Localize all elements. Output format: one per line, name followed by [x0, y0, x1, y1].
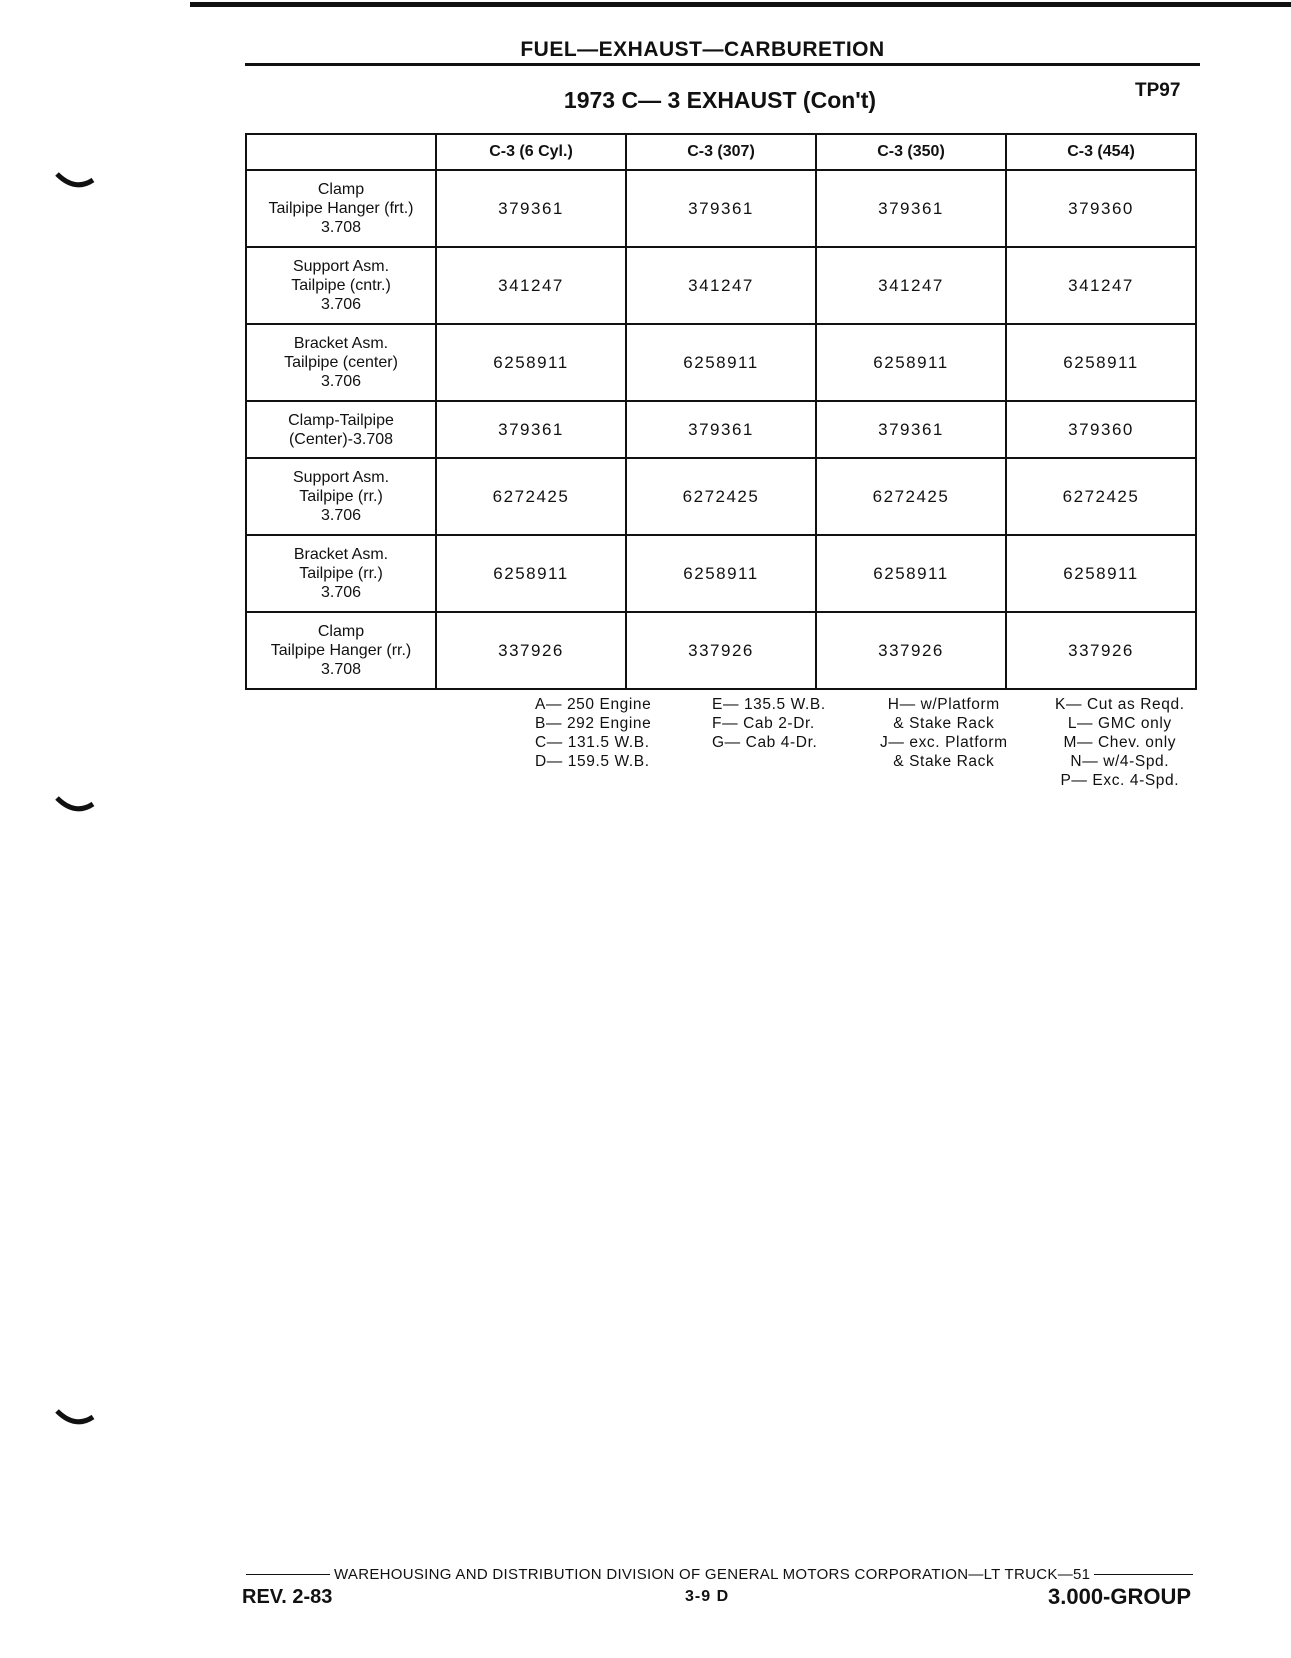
part-number-cell: 6272425 [1006, 458, 1196, 535]
part-number-cell: 341247 [626, 247, 816, 324]
description-line: Tailpipe (center) [284, 354, 398, 371]
description-line: 3.708 [320, 219, 362, 236]
part-number-cell: 6272425 [436, 458, 626, 535]
legend-entry: N— w/4-Spd. [1070, 753, 1170, 770]
footer-revision: REV. 2-83 [242, 1586, 333, 1608]
table-row [246, 247, 1196, 324]
header-description-cell [246, 134, 436, 170]
legend-entry: F— Cab 2-Dr. [712, 715, 815, 732]
legend-column-3 [880, 695, 1008, 771]
exhaust-parts-table [245, 133, 1197, 690]
footer-group: 3.000-GROUP [1048, 1584, 1192, 1609]
part-number-cell: 6258911 [1006, 324, 1196, 401]
footer-publisher-text: WAREHOUSING AND DISTRIBUTION DIVISION OF GENERAL MOTORS CORPORATION—LT TRUCK—51 [334, 1566, 1091, 1583]
description-line: Support Asm. [292, 469, 390, 486]
section-rule [245, 63, 1200, 66]
description-line: Tailpipe Hanger (rr.) [270, 642, 412, 659]
description-line: Tailpipe (cntr.) [291, 277, 391, 294]
legend-entry: J— exc. Platform [880, 734, 1008, 751]
column-header: C-3 (454) [1006, 134, 1196, 170]
part-number-cell: 341247 [1006, 247, 1196, 324]
legend-entry: K— Cut as Reqd. [1055, 696, 1185, 713]
part-number-cell: 6272425 [626, 458, 816, 535]
legend-column-1 [535, 695, 651, 771]
description-line: Clamp-Tailpipe [288, 411, 394, 429]
part-description [246, 535, 436, 612]
part-number-cell: 337926 [1006, 612, 1196, 689]
table-row [246, 170, 1196, 247]
column-header: C-3 (6 Cyl.) [436, 134, 626, 170]
part-number-cell: 6258911 [816, 324, 1006, 401]
binder-hole-mark-bottom [55, 1409, 95, 1427]
legend-entry: D— 159.5 W.B. [535, 753, 650, 770]
legend-entry: & Stake Rack [893, 715, 995, 732]
table-row [246, 535, 1196, 612]
description-line: Tailpipe Hanger (frt.) [268, 200, 414, 217]
part-description [246, 247, 436, 324]
description-line: 3.708 [320, 661, 362, 678]
part-number-cell: 6258911 [816, 535, 1006, 612]
part-description [246, 401, 436, 458]
section-title: FUEL—EXHAUST—CARBURETION [520, 38, 885, 61]
top-border-rule [190, 2, 1291, 7]
description-line: Tailpipe (rr.) [299, 488, 383, 505]
table-title: 1973 C— 3 EXHAUST (Con't) [563, 87, 877, 113]
legend-entry: G— Cab 4-Dr. [712, 734, 818, 751]
column-header: C-3 (307) [626, 134, 816, 170]
legend-entry: P— Exc. 4-Spd. [1060, 772, 1180, 789]
binder-hole-mark-top [55, 172, 95, 190]
part-number-cell: 337926 [626, 612, 816, 689]
page-code: TP97 [1135, 80, 1181, 101]
table-row [246, 458, 1196, 535]
description-line: Bracket Asm. [293, 335, 389, 352]
description-line: 3.706 [320, 373, 362, 390]
footer-page-number: 3-9 D [685, 1588, 730, 1605]
description-line: Support Asm. [292, 258, 390, 275]
binder-hole-mark-middle [55, 796, 95, 814]
legend-entry: L— GMC only [1067, 715, 1172, 732]
legend-column-4 [1055, 695, 1185, 790]
table-header-row [246, 134, 1196, 170]
legend-entry: E— 135.5 W.B. [712, 696, 826, 713]
legend-entry: B— 292 Engine [535, 715, 652, 732]
part-description [246, 324, 436, 401]
footer-publisher-line [242, 1566, 1197, 1583]
part-number-cell: 341247 [816, 247, 1006, 324]
legend-entry: C— 131.5 W.B. [535, 734, 650, 751]
legend-entry: H— w/Platform [887, 696, 1000, 713]
description-line: Bracket Asm. [293, 546, 389, 563]
part-description [246, 458, 436, 535]
part-number-cell: 6258911 [626, 535, 816, 612]
description-line: Tailpipe (rr.) [299, 565, 383, 582]
footer-dash-left [246, 1574, 330, 1575]
part-number-cell: 379361 [436, 401, 626, 458]
part-description [246, 170, 436, 247]
table-row [246, 324, 1196, 401]
footer-dash-right [1094, 1574, 1193, 1575]
part-number-cell: 379361 [626, 170, 816, 247]
part-number-cell: 6258911 [436, 324, 626, 401]
table-row [246, 612, 1196, 689]
part-number-cell: 341247 [436, 247, 626, 324]
part-number-cell: 379360 [1006, 401, 1196, 458]
description-line: (Center)-3.708 [288, 430, 394, 448]
part-number-cell: 6272425 [816, 458, 1006, 535]
part-description [246, 612, 436, 689]
part-number-cell: 6258911 [626, 324, 816, 401]
table-row [246, 401, 1196, 458]
legend-entry: M— Chev. only [1063, 734, 1177, 751]
description-line: 3.706 [320, 507, 362, 524]
part-number-cell: 379360 [1006, 170, 1196, 247]
legend-column-2 [712, 695, 826, 752]
part-number-cell: 6258911 [1006, 535, 1196, 612]
part-number-cell: 337926 [436, 612, 626, 689]
column-header: C-3 (350) [816, 134, 1006, 170]
part-number-cell: 379361 [436, 170, 626, 247]
part-number-cell: 6258911 [436, 535, 626, 612]
description-line: Clamp [317, 181, 365, 198]
description-line: 3.706 [320, 584, 362, 601]
description-line: 3.706 [320, 296, 362, 313]
description-line: Clamp [317, 623, 365, 640]
part-number-cell: 379361 [816, 170, 1006, 247]
part-number-cell: 379361 [816, 401, 1006, 458]
part-number-cell: 337926 [816, 612, 1006, 689]
legend-entry: & Stake Rack [893, 753, 995, 770]
legend-entry: A— 250 Engine [535, 696, 652, 713]
part-number-cell: 379361 [626, 401, 816, 458]
